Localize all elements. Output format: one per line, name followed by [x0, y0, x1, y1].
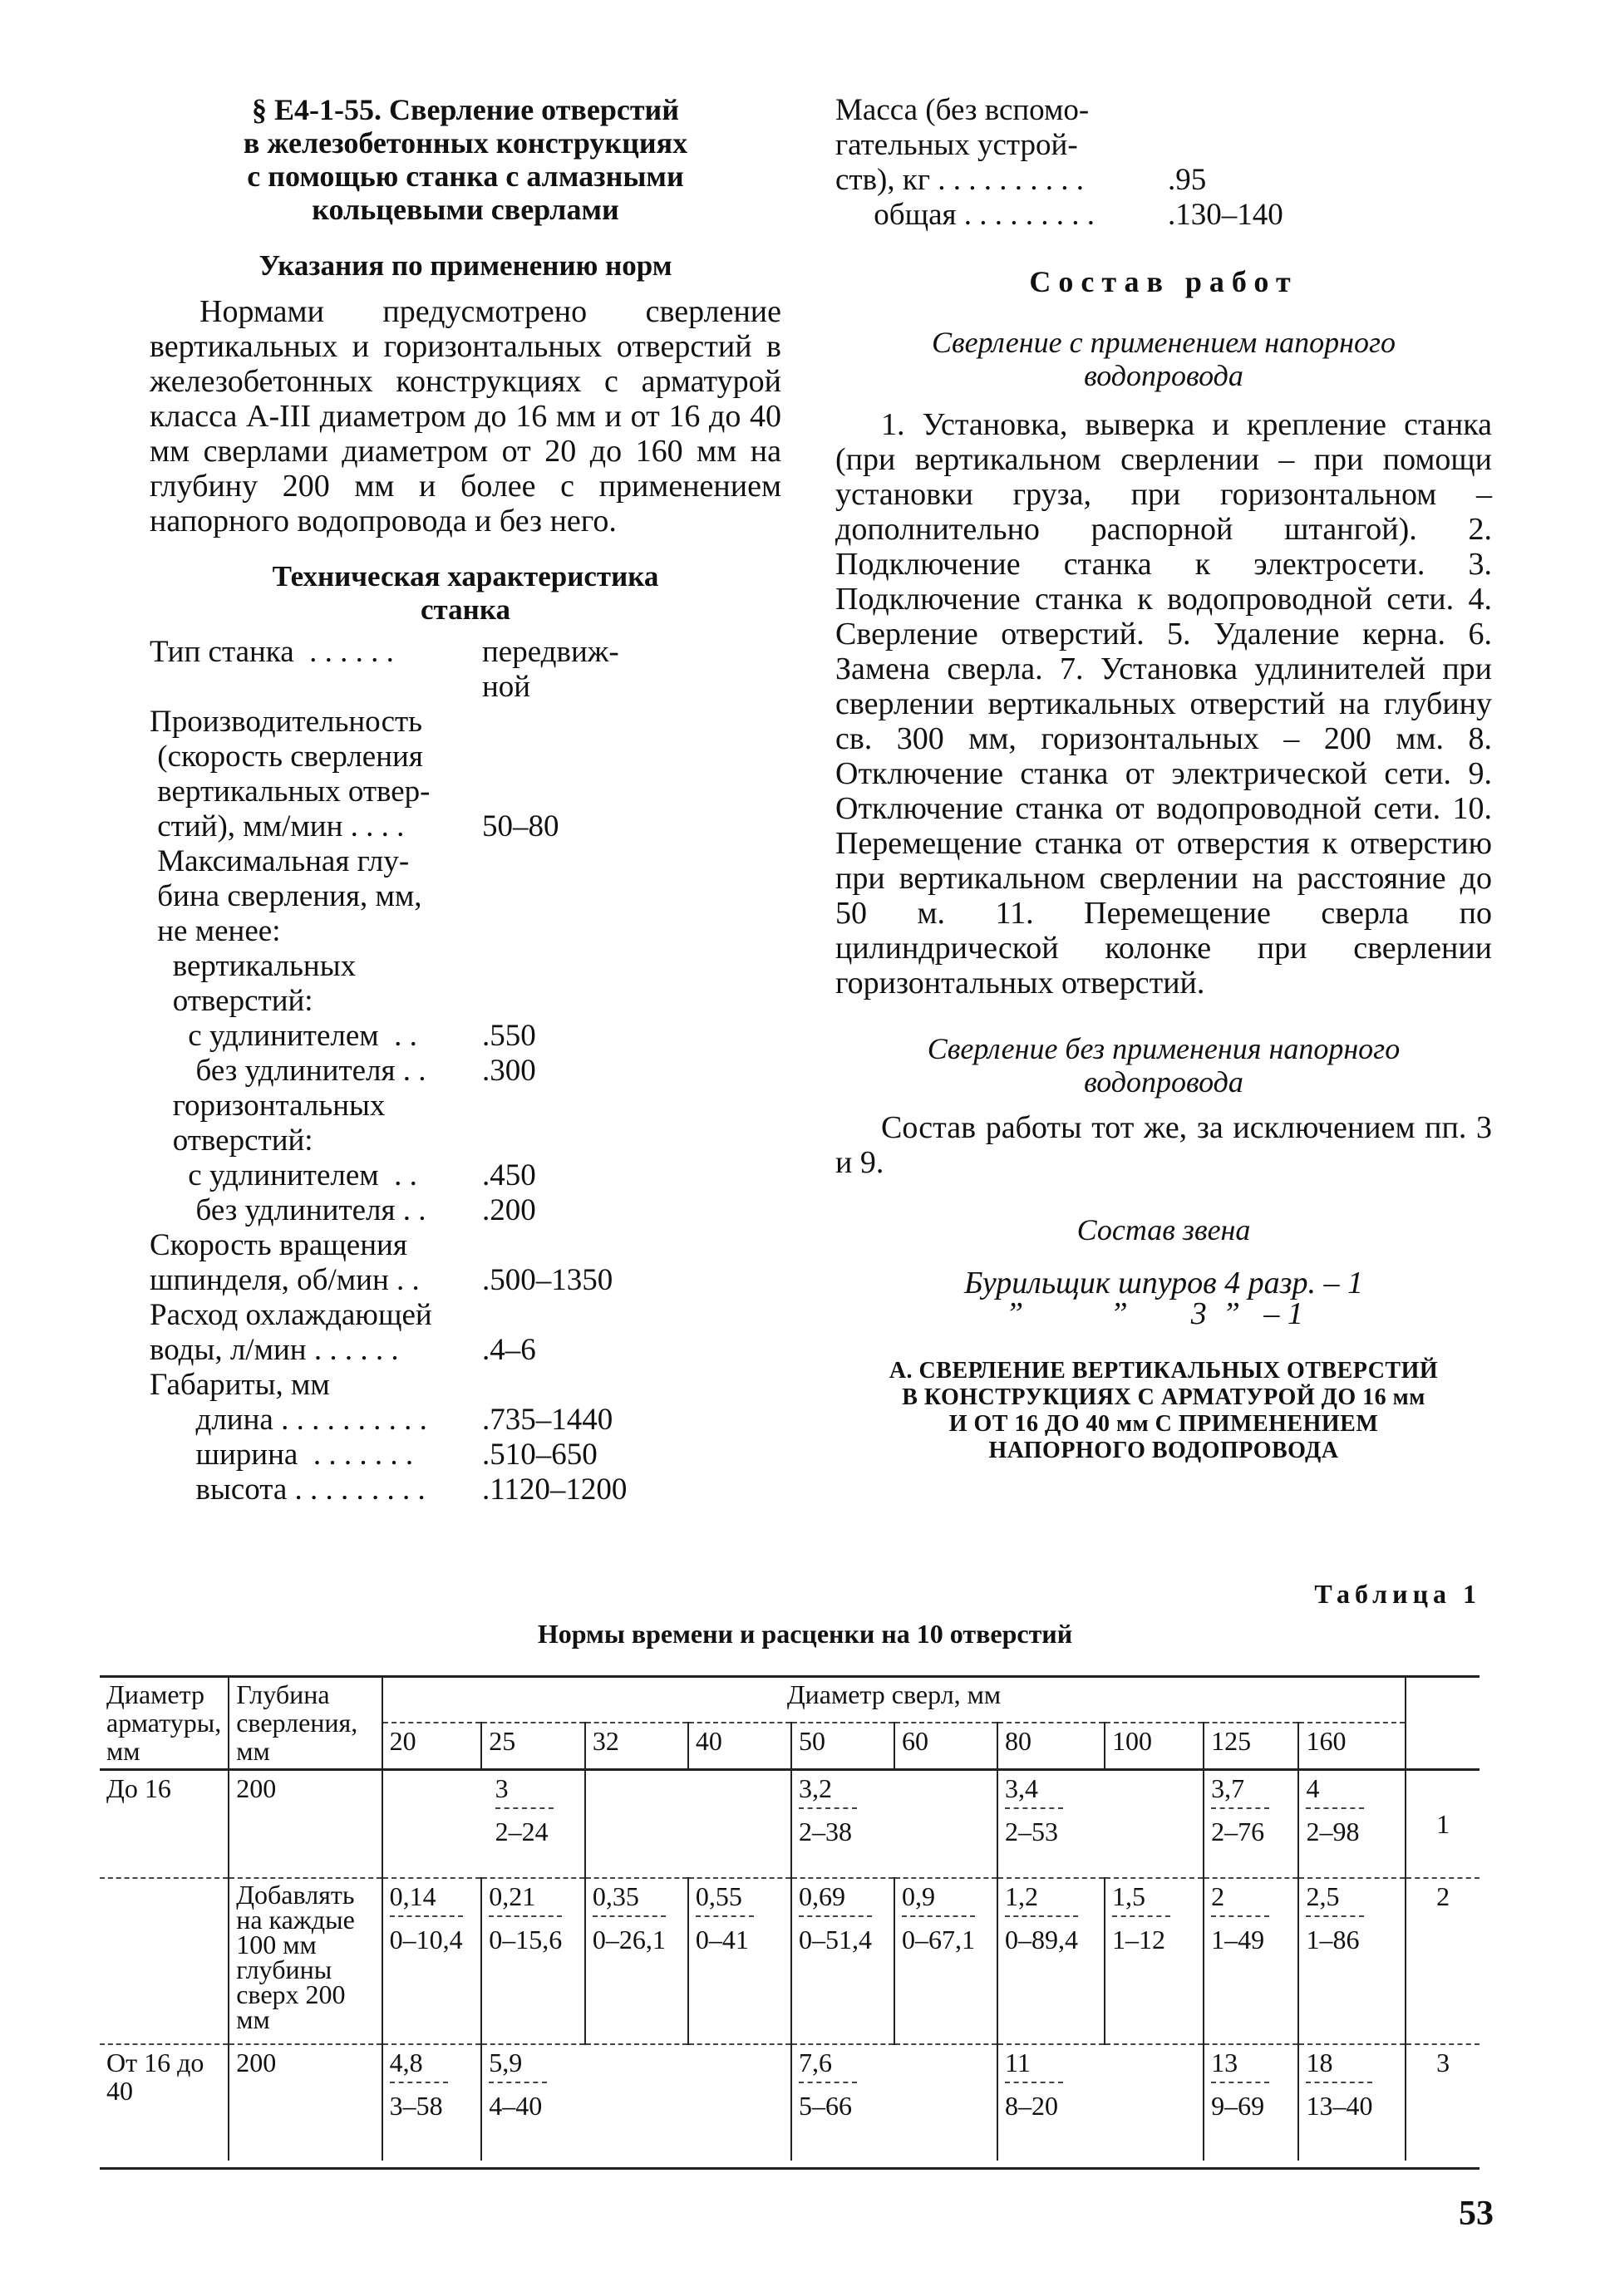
spec-row: [150, 670, 781, 705]
spec-row: [150, 1158, 781, 1193]
cell-value: [791, 1878, 894, 2044]
spec-label: Расход охлаждающей: [150, 1298, 432, 1332]
spec-label: (скорость сверления: [150, 740, 423, 774]
spec-row: [835, 198, 1492, 233]
cell-value: [1298, 1770, 1406, 1878]
spec-row: [150, 949, 781, 984]
norm-time: 0,14: [390, 1882, 463, 1917]
works-heading: Состав работ: [1029, 265, 1298, 298]
cell-value: [382, 2044, 482, 2161]
norm-price: 13–40: [1306, 2090, 1373, 2121]
cell-value: [585, 1878, 688, 2044]
cell-value: [1204, 1878, 1298, 2044]
cell-depth: 200: [229, 1770, 382, 1878]
norm-time: 5,9: [489, 2048, 547, 2083]
section-title-line: § Е4-1-55. Сверление отверстий: [252, 93, 679, 126]
spec-row: [835, 93, 1492, 128]
section-title-line: в железобетонных конструкциях: [243, 126, 688, 160]
left-column: [150, 93, 781, 1507]
spec-value: .95: [1168, 163, 1207, 197]
spec-label: Максимальная глу-: [150, 844, 410, 878]
header-diameter: 32: [585, 1723, 688, 1770]
cell-depth: 200: [229, 2044, 382, 2161]
norm-time: 3,7: [1211, 1774, 1269, 1809]
section-title-line: кольцевыми сверлами: [312, 193, 619, 226]
spec-row: [150, 1298, 781, 1333]
spec-row: [150, 984, 781, 1019]
spec-value: 50–80: [482, 809, 559, 843]
spec-label: с удлинителем . .: [150, 1158, 417, 1192]
header-diameter: 20: [382, 1723, 482, 1770]
norm-price: 8–20: [1005, 2090, 1059, 2121]
spec-row: [150, 1263, 781, 1298]
spec-value: .450: [482, 1158, 536, 1192]
cell-value: [481, 2044, 791, 2161]
norm-time: 2,5: [1306, 1882, 1364, 1917]
spec-row: [150, 1089, 781, 1123]
norms-table: [100, 1677, 1480, 2161]
spec-value: .200: [482, 1193, 536, 1227]
table-header-row: [100, 1677, 1480, 1723]
spec-value: .735–1440: [482, 1403, 613, 1437]
norm-time: 4,8: [390, 2048, 448, 2083]
spec-row: [150, 774, 781, 809]
section-a-line: И ОТ 16 ДО 40 мм С ПРИМЕНЕНИЕМ: [948, 1411, 1379, 1437]
cell-value: [1105, 1878, 1204, 2044]
row-number: 2: [1406, 1878, 1480, 2044]
spec-row: [150, 1228, 781, 1263]
norm-time: 2: [1211, 1882, 1269, 1917]
spec-label: воды, л/мин . . . . . .: [150, 1333, 399, 1367]
section-title: [150, 93, 781, 226]
works-subheading-2: [835, 1032, 1492, 1099]
header-diameter: 60: [894, 1723, 997, 1770]
norm-time: 0,35: [593, 1882, 666, 1917]
section-a-line: В КОНСТРУКЦИЯХ С АРМАТУРОЙ ДО 16 мм: [902, 1384, 1425, 1410]
spec-label: отверстий:: [150, 984, 313, 1018]
spec-label: Масса (без вспомо-: [835, 93, 1090, 127]
spec-value: ной: [482, 670, 531, 704]
norm-price: 0–15,6: [489, 1924, 563, 1954]
section-a-line: А. СВЕРЛЕНИЕ ВЕРТИКАЛЬНЫХ ОТВЕРСТИЙ: [889, 1358, 1439, 1384]
header-num: [1406, 1677, 1480, 1770]
norm-price: 4–40: [489, 2090, 543, 2121]
section-title-line: с помощью станка с алмазными: [247, 160, 684, 193]
cell-value: [382, 1878, 482, 2044]
crew-line-2: ” ” 3 ” – 1: [1006, 1296, 1303, 1331]
spec-row: [150, 1403, 781, 1438]
norm-price: 0–41: [695, 1924, 749, 1954]
norm-time: 13: [1211, 2048, 1269, 2083]
norm-price: 0–26,1: [592, 1924, 666, 1954]
page-number: 53: [1459, 2195, 1494, 2233]
spec-label: шпинделя, об/мин . .: [150, 1263, 420, 1297]
norm-price: 1–12: [1111, 1924, 1165, 1954]
norm-time: 4: [1306, 1774, 1364, 1809]
spec-row: [150, 1438, 781, 1472]
spec-row: [150, 1193, 781, 1228]
norm-price: 2–76: [1211, 1817, 1265, 1846]
norm-price: 0–51,4: [798, 1924, 872, 1954]
spec-label: длина . . . . . . . . . .: [150, 1403, 427, 1437]
spec-label: не менее:: [150, 914, 281, 948]
cell-value: [997, 1770, 1204, 1878]
header-diameter: 25: [481, 1723, 585, 1770]
cell-value: [894, 1878, 997, 2044]
norm-time: 0,69: [799, 1882, 872, 1917]
norm-price: 2–38: [798, 1817, 852, 1846]
section-a-line: НАПОРНОГО ВОДОПРОВОДА: [988, 1438, 1339, 1463]
spec-row: [150, 879, 781, 914]
cell-value: [791, 2044, 997, 2161]
spec-row: [150, 1019, 781, 1054]
spec-label: без удлинителя . .: [150, 1054, 426, 1088]
norm-time: 11: [1005, 2048, 1063, 2083]
table-caption: Нормы времени и расценки на 10 отверстий: [537, 1619, 1073, 1649]
cell-value: [1204, 2044, 1298, 2161]
works-text-2: Состав работы тот же, за исключением пп. 3 и 9.: [835, 1110, 1492, 1180]
table-bottom-rule: [100, 2167, 1480, 2170]
cell-armature: [100, 1878, 229, 2044]
cell-value: [997, 1878, 1105, 2044]
norm-price: 2–53: [1005, 1817, 1059, 1846]
subheading-line: водопровода: [1084, 359, 1243, 392]
spec-row: [150, 844, 781, 879]
norm-time: 1,5: [1112, 1882, 1170, 1917]
spec-label: горизонтальных: [150, 1089, 386, 1123]
norm-price: 1–86: [1306, 1924, 1360, 1954]
table-row: [100, 2044, 1480, 2161]
spec-row: [150, 740, 781, 774]
section-a-heading: [835, 1358, 1492, 1464]
spec-row: [150, 914, 781, 949]
norm-time: 0,21: [489, 1882, 562, 1917]
spec-row: [150, 1333, 781, 1368]
cell-depth: Добавлять на каждые 100 мм глубины сверх 200 мм: [229, 1878, 382, 2044]
norm-price: 0–67,1: [902, 1924, 975, 1954]
cell-value: [688, 1878, 791, 2044]
spec-value: .1120–1200: [482, 1472, 628, 1507]
cell-value: [585, 1770, 791, 1878]
header-armature: Диаметр арматуры, мм: [100, 1677, 229, 1770]
norm-price: 1–49: [1211, 1924, 1265, 1954]
cell-armature: До 16: [100, 1770, 229, 1878]
header-diameter: 125: [1204, 1723, 1298, 1770]
spec-label: с удлинителем . .: [150, 1019, 417, 1053]
spec-value: .300: [482, 1054, 536, 1088]
cell-value: [1298, 2044, 1406, 2161]
tech-heading-line: Техническая характеристика: [272, 560, 659, 592]
norm-price: 5–66: [798, 2090, 852, 2121]
norm-price: 3–58: [389, 2090, 443, 2121]
norm-price: 9–69: [1211, 2090, 1265, 2121]
cell-value: [481, 1878, 585, 2044]
norm-time: 3,4: [1005, 1774, 1063, 1809]
spec-label: бина сверления, мм,: [150, 879, 422, 913]
header-diameter: 80: [997, 1723, 1105, 1770]
norm-time: 7,6: [799, 2048, 857, 2083]
header-diameter: 160: [1298, 1723, 1406, 1770]
subheading-line: Сверление с применением напорного: [931, 326, 1396, 359]
table-row: [100, 1878, 1480, 2044]
norm-price: 2–24: [495, 1817, 549, 1846]
norm-time: 3,2: [799, 1774, 857, 1809]
spec-row: [150, 809, 781, 844]
header-diameter: 50: [791, 1723, 894, 1770]
crew-line-1: Бурильщик шпуров 4 разр. – 1: [963, 1266, 1363, 1300]
spec-row: [150, 705, 781, 740]
table-row: [100, 1770, 1480, 1878]
spec-row: [835, 128, 1492, 163]
cell-value: [1298, 1878, 1406, 2044]
norm-price: 2–98: [1306, 1817, 1360, 1846]
right-column: [835, 93, 1492, 1464]
norm-time: 0,9: [902, 1882, 975, 1917]
subheading-line: водопровода: [1084, 1065, 1243, 1099]
works-text: 1. Установка, выверка и крепление станка (при вертикальном сверлении – при помощи установки груза, при горизонтальном – дополнительно распорной штангой). 2. Подключение станка к электросети. 3. Подключение станка к водопроводной сети. 4. Сверление отверстий. 5. Удаление керна. 6. Замена сверла. 7. Установка удлинителей при сверлении вертикальных отверстий на глубину св. 300 мм, горизонтальных – 200 мм. 8. Отключение станка от электрической сети. 9. Отключение станка от водопроводной сети. 10. Перемещение станка от отверстия к отверстию при вертикальном сверлении на расстояние до 50 м. 11. Перемещение сверла по цилиндрической колонке при сверлении горизонтальных отверстий.: [835, 407, 1492, 1001]
spec-label: Скорость вращения: [150, 1228, 407, 1262]
spec-label: стий), мм/мин . . . .: [150, 809, 420, 843]
spec-list: [150, 635, 781, 1507]
tech-heading-line: станка: [421, 593, 510, 626]
cell-value: [382, 1770, 585, 1878]
spec-value: .130–140: [1168, 198, 1283, 232]
spec-row: [150, 1054, 781, 1089]
spec-value: .510–650: [482, 1438, 598, 1472]
spec-label: гательных устрой-: [835, 128, 1078, 162]
header-drill-diameter: Диаметр сверл, мм: [382, 1677, 1406, 1723]
spec-label: ширина . . . . . . .: [150, 1438, 414, 1472]
cell-value: [791, 1770, 997, 1878]
header-diameter: 100: [1105, 1723, 1204, 1770]
spec-label: без удлинителя . .: [150, 1193, 426, 1227]
cell-value: [1204, 1770, 1298, 1878]
spec-label: отверстий:: [150, 1123, 313, 1158]
spec-row: [150, 1472, 781, 1507]
spec-label: Производительность: [150, 705, 423, 739]
spec-row: [150, 635, 781, 670]
works-subheading: [835, 326, 1492, 392]
guide-text: Нормами предусмотрено сверление вертикальных и горизонтальных отверстий в железобетонных конструкциях с арматурой класса А-III диаметром до 16 мм и от 16 до 40 мм сверлами диаметром от 20 до 160 мм на глубину 200 мм и более с применением напорного водопровода и без него.: [150, 294, 781, 538]
spec-value: .550: [482, 1019, 536, 1053]
norm-price: 0–10,4: [389, 1924, 463, 1954]
spec-label: общая . . . . . . . . .: [835, 198, 1095, 232]
spec-label: вертикальных: [150, 949, 357, 983]
norm-time: 18: [1306, 2048, 1372, 2083]
spec-label: ств), кг . . . . . . . . . .: [835, 163, 1085, 197]
norm-price: 0–89,4: [1005, 1924, 1079, 1954]
row-number: 3: [1406, 2044, 1480, 2161]
spec-row: [835, 163, 1492, 198]
spec-label: вертикальных отвер-: [150, 774, 431, 809]
guide-heading: Указания по применению норм: [258, 249, 672, 282]
header-diameter: 40: [688, 1723, 791, 1770]
table-label: Таблица 1: [1314, 1579, 1481, 1609]
spec-label: Габариты, мм: [150, 1368, 330, 1402]
norm-time: 1,2: [1005, 1882, 1078, 1917]
crew-heading: Состав звена: [1076, 1213, 1251, 1246]
spec-value: .4–6: [482, 1333, 536, 1367]
norm-time: 3: [495, 1774, 554, 1809]
tech-heading: [150, 560, 781, 627]
cell-armature: От 16 до 40: [106, 2047, 204, 2106]
header-depth: Глубина сверления, мм: [229, 1677, 382, 1770]
mass-spec: [835, 93, 1492, 233]
spec-label: высота . . . . . . . . .: [150, 1472, 426, 1507]
norm-time: 0,55: [696, 1882, 754, 1917]
spec-value: передвиж-: [482, 635, 619, 669]
spec-row: [150, 1123, 781, 1158]
subheading-line: Сверление без применения напорного: [927, 1032, 1401, 1065]
spec-label: Тип станка . . . . . .: [150, 635, 410, 669]
spec-value: .500–1350: [482, 1263, 613, 1297]
spec-row: [150, 1368, 781, 1403]
cell-value: [997, 2044, 1204, 2161]
row-number: 1: [1406, 1770, 1480, 1878]
spec-label: [150, 670, 482, 705]
